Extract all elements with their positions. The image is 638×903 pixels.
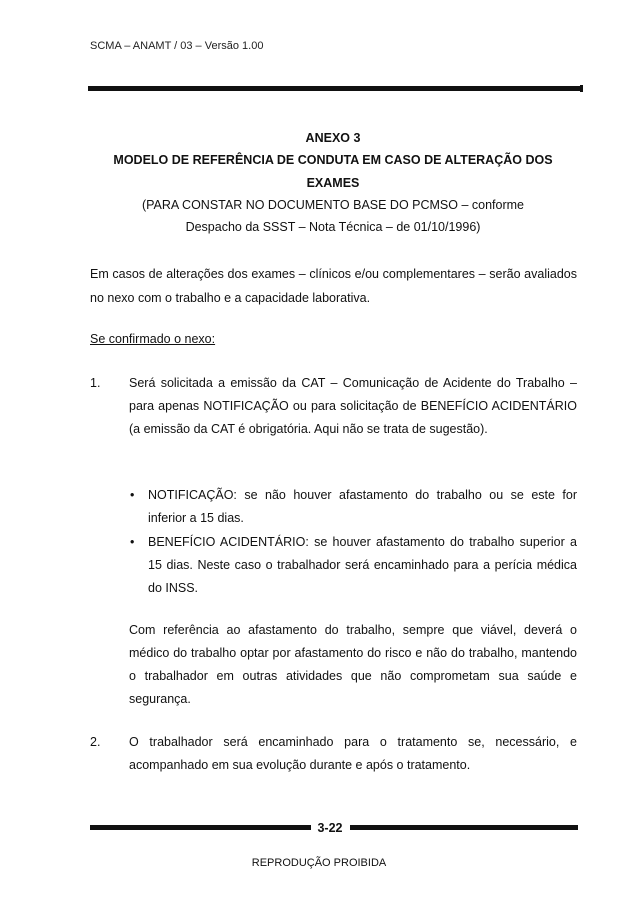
footer-notice: REPRODUÇÃO PROIBIDA — [251, 857, 387, 869]
subtitle-line1: (PARA CONSTAR NO DOCUMENTO BASE DO PCMSO – conforme — [141, 198, 524, 212]
footer-rule-right — [350, 825, 578, 830]
item-number-1: 1. — [90, 376, 101, 390]
document-title-line2: EXAMES — [306, 176, 360, 190]
document-header: SCMA – ANAMT / 03 – Versão 1.00 — [90, 40, 264, 52]
document-title-line1: MODELO DE REFERÊNCIA DE CONDUTA EM CASO DE ALTERAÇÃO DOS — [113, 153, 553, 167]
section-heading: Se confirmado o nexo: — [90, 332, 216, 346]
bullet-icon: • — [130, 488, 135, 502]
page-number: 3-22 — [317, 821, 343, 835]
item-text-1: Será solicitada a emissão da CAT – Comunicação de Acidente do Trabalho – para apenas NOTIFICAÇÃO ou para solicitação de BENEFÍCIO ACIDENTÁRIO (a emissão da CAT é obrigatória. Aqui não se trata de sugestão). — [129, 376, 577, 436]
bullet-beneficio: BENEFÍCIO ACIDENTÁRIO: se houver afastamento do trabalho superior a 15 dias. Neste caso o trabalhador será encaminhado para a perícia médica do INSS. — [148, 535, 577, 595]
item-number-2: 2. — [90, 735, 101, 749]
bullet-notificacao: NOTIFICAÇÃO: se não houver afastamento do trabalho ou se este for inferior a 15 dias. — [148, 488, 577, 525]
header-rule — [88, 86, 581, 91]
footer-rule-left — [90, 825, 311, 830]
note-paragraph: Com referência ao afastamento do trabalho, sempre que viável, deverá o médico do trabalho optar por afastamento do risco e não do trabalho, mantendo o trabalhador em outras atividades que não comprometam sua saúde e segurança. — [129, 623, 577, 706]
intro-paragraph: Em casos de alterações dos exames – clínicos e/ou complementares – serão avaliados no nexo com o trabalho e a capacidade laborativa. — [90, 267, 577, 305]
item-text-2: O trabalhador será encaminhado para o tratamento se, necessário, e acompanhado em sua evolução durante e após o tratamento. — [129, 735, 577, 772]
subtitle-line2: Despacho da SSST – Nota Técnica – de 01/10/1996) — [185, 220, 481, 234]
bullet-icon: • — [130, 535, 135, 549]
annex-title: ANEXO 3 — [305, 131, 361, 145]
